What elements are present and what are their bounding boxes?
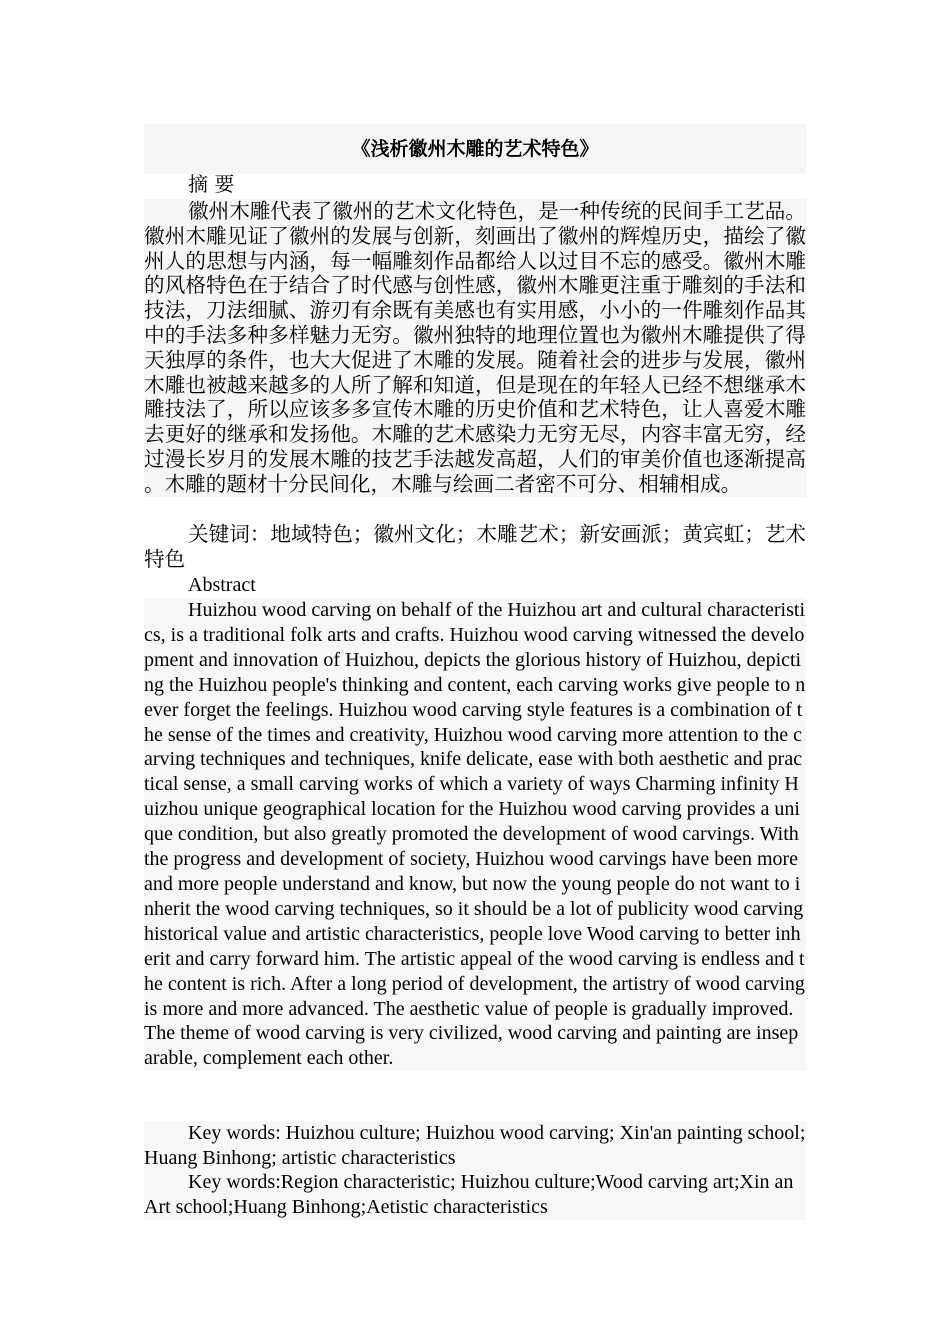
abstract-cn-heading: 摘 要	[188, 172, 235, 196]
keywords-cn: 关键词：地域特色；徽州文化；木雕艺术；新安画派；黄宾虹；艺术特色	[144, 522, 806, 571]
keywords-en-1: Key words: Huizhou culture; Huizhou wood carving; Xin'an painting school; Huang Binhong; artistic characteristics	[144, 1122, 806, 1169]
abstract-cn-paragraph: 徽州木雕代表了徽州的艺术文化特色，是一种传统的民间手工艺品。徽州木雕见证了徽州的发展与创新，刻画出了徽州的辉煌历史，描绘了徽州人的思想与内涵，每一幅雕刻作品都给人以过目不忘的感受。徽州木雕的风格特色在于结合了时代感与创性感，徽州木雕更注重于雕刻的手法和技法，刀法细腻、游刃有余既有美感也有实用感，小小的一件雕刻作品其中的手法多种多样魅力无穷。徽州独特的地理位置也为徽州木雕提供了得天独厚的条件，也大大促进了木雕的发展。随着社会的进步与发展，徽州木雕也被越来越多的人所了解和知道，但是现在的年轻人已经不想继承木雕技法了，所以应该多多宣传木雕的历史价值和艺术特色，让人喜爱木雕去更好的继承和发扬他。木雕的艺术感染力无穷无尽，内容丰富无穷，经过漫长岁月的发展木雕的技艺手法越发高超，人们的审美价值也逐渐提高。木雕的题材十分民间化，木雕与绘画二者密不可分、相辅相成。	[144, 199, 806, 496]
abstract-en-heading: Abstract	[188, 574, 256, 596]
page-title: 《浅析徽州木雕的艺术特色》	[351, 138, 599, 160]
abstract-en-paragraph: Huizhou wood carving on behalf of the Huizhou art and cultural characteristics, is a traditional folk arts and crafts. Huizhou wood carving witnessed the development and innovation of Huizhou, depicts the glorious history of Huizhou, depicting the Huizhou people's thinking and content, each carving works give people to never forget the feelings. Huizhou wood carving style features is a combination of the sense of the times and creativity, Huizhou wood carving more attention to the carving techniques and techniques, knife delicate, ease with both aesthetic and practical sense, a small carving works of which a variety of ways Charming infinity Huizhou unique geographical location for the Huizhou wood carving provides a unique condition, but also greatly promoted the development of wood carvings. With the progress and development of society, Huizhou wood carvings have been more and more people understand and know, but now the young people do not want to inherit the wood carving techniques, so it should be a lot of publicity wood carving historical value and artistic characteristics, people love Wood carving to better inherit and carry forward him. The artistic appeal of the wood carving is endless and the content is rich. After a long period of development, the artistry of wood carving is more and more advanced. The aesthetic value of people is gradually improved. The theme of wood carving is very civilized, wood carving and painting are inseparable, complement each other.	[144, 599, 806, 1070]
keywords-en-2: Key words:Region characteristic; Huizhou culture;Wood carving art;Xin an Art school;Huang Binhong;Aetistic characteristics	[144, 1170, 806, 1220]
